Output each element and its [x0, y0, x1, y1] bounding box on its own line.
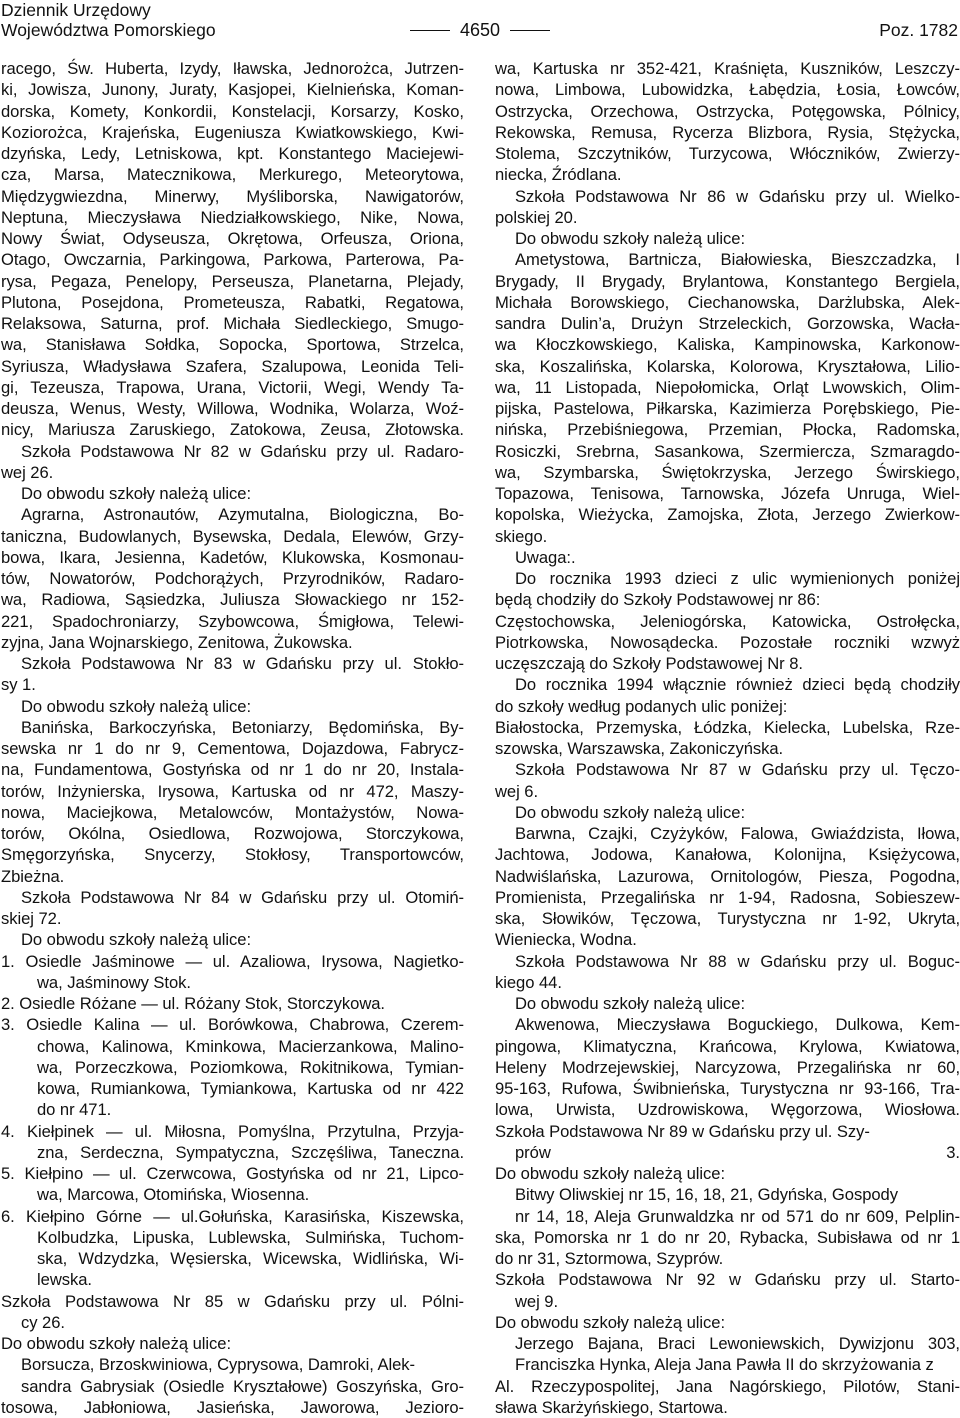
text-line: Szkoła Podstawowa Nr 87 w Gdańsku przy ul. Tęczo- — [515, 760, 960, 780]
text-line: nińska, Przebiśniegowa, Przemian, Płocka, Radomska, — [495, 420, 960, 440]
text-line: Plutona, Posejdona, Prometeusza, Rabatki, Regatowa, — [1, 292, 464, 312]
text-line: Szkoła Podstawowa Nr 86 w Gdańsku przy ul. Wielko- — [515, 186, 960, 206]
text-line: Szkoła Podstawowa Nr 89 w Gdańsku przy ul. Szy- — [495, 1121, 870, 1141]
text-line: skiej 72. — [1, 909, 62, 928]
text-line: kiego 44. — [495, 972, 562, 992]
text-line: będą chodziły do Szkoły Podstawowej nr 86: — [495, 590, 821, 610]
text-line: bowa, Ikara, Jesienna, Kadetów, Klukowska, Kosmonau- — [1, 547, 464, 567]
text-line: racego, Św. Huberta, Izydy, Iławska, Jednorożca, Jutrzen- — [1, 59, 464, 78]
text-line: gi, Tezeusza, Trapowa, Urana, Victorii, Wegi, Wendy Ta- — [1, 377, 464, 397]
text-line: cy 26. — [21, 1312, 65, 1332]
text-line: wa, 11 Listopada, Niepołomicka, Orląt Lwowskich, Olim- — [495, 377, 960, 397]
text-line: deusza, Wenus, Westy, Willowa, Wodnika, Wolarza, Woź- — [1, 399, 464, 418]
text-line: ska, Koszalińska, Kolarska, Kolorowa, Kryształowa, Lilio- — [495, 356, 960, 376]
text-line: Szkoła Podstawowa Nr 84 w Gdańsku przy ul. Otomiń- — [21, 887, 464, 907]
text-line: Neptuna, Mieczysława Niedziałkowskiego, Nike, Nowa, — [1, 207, 464, 227]
text-line: Do obwodu szkoły należą ulice: — [21, 930, 252, 950]
text-line: Rosiczki, Srebrna, Sasankowa, Szermiercza, Szmaragdo- — [495, 441, 960, 461]
text-line: Ametystowa, Bartnicza, Białowieska, Bieszczadzka, I — [515, 250, 960, 270]
text-line: na, Fundamentowa, Gostyńska od nr 1 do nr 20, Instala- — [1, 760, 464, 780]
text-line: Syriusza, Władysława Szafera, Szalupowa, Leonida Teli- — [1, 356, 464, 376]
text-line: Bitwy Oliwskiej nr 15, 16, 18, 21, Gdyńska, Gospody — [515, 1185, 898, 1205]
text-line: dzyńska, Ledy, Letniskowa, kpt. Konstantego Maciejewi- — [1, 144, 464, 163]
text-line: 4. Kiełpinek — ul. Miłosna, Pomyślna, Przytulna, Przyja- — [1, 1121, 464, 1141]
left-column — [1, 58, 464, 1418]
text-line: Franciszka Hynka, Aleja Jana Pawła II do skrzyżowania z — [515, 1355, 934, 1375]
text-line: Kolbudzka, Lipuska, Lublewska, Sulmińska, Tuchom- — [37, 1227, 464, 1247]
text-line: wa, Marcowa, Otomińska, Wiosenna. — [37, 1185, 310, 1205]
text-line: wa, Stanisława Sołdka, Sopocka, Sportowa, Strzelca, — [1, 335, 464, 355]
text-line: nicy, Mariusza Zaruskiego, Zatokowa, Zeusa, Złotowska. — [1, 420, 464, 440]
text-line: Do obwodu szkoły należą ulice: — [21, 484, 252, 503]
text-line: prów 3. — [515, 1142, 960, 1162]
text-line: Michała Borowskiego, Ciechanowska, Darżlubska, Alek- — [495, 292, 960, 312]
text-line: 5. Kiełpino — ul. Czerwcowa, Gostyńska od nr 21, Lipco- — [1, 1164, 464, 1183]
text-line: 95-163, Rufowa, Świbnieńska, Turystyczna nr 93-166, Tra- — [495, 1079, 960, 1098]
text-line: Heleny Modrzejewskiej, Narcyzowa, Przegalińska nr 60, — [495, 1057, 960, 1077]
text-line: kopolska, Wieżycka, Zamojska, Złota, Jerzego Zwierkow- — [495, 505, 960, 525]
text-line: 1. Osiedle Jaśminowe — ul. Azaliowa, Irysowa, Nagietko- — [1, 951, 464, 971]
text-line: wa, Radiowa, Sąsiedzka, Juliusza Słowackiego nr 152- — [1, 590, 464, 610]
text-line: Jerzego Bajana, Braci Lewoniewskich, Dywizjonu 303, — [515, 1334, 960, 1353]
journal-title-line2: Województwa Pomorskiego — [1, 20, 216, 40]
text-line: wa, Jaśminowy Stok. — [37, 972, 191, 992]
text-line: wa, Porzeczkowa, Poziomkowa, Rokitnikowa, Tymian- — [37, 1057, 464, 1077]
right-column — [495, 58, 960, 1418]
text-line: Nadwiślańska, Lazurowa, Ornitologów, Piesza, Pogodna, — [495, 866, 960, 886]
text-line: torów, Okólna, Osiedlowa, Rozwojowa, Storczykowa, — [1, 824, 464, 843]
text-line: lewska. — [37, 1270, 92, 1290]
text-line: Do obwodu szkoły należą ulice: — [1, 1334, 232, 1353]
text-line: sława Skarżyńskiego, Startowa. — [495, 1397, 728, 1417]
text-line: rysa, Pegaza, Penelopy, Perseusza, Planetarna, Plejady, — [1, 271, 464, 291]
page-number-dash-right — [510, 30, 550, 31]
text-line: Uwaga:. — [515, 547, 576, 567]
text-line: Szkoła Podstawowa Nr 85 w Gdańsku przy ul. Pólni- — [1, 1291, 464, 1311]
text-line: Otago, Owczarnia, Parkingowa, Parkowa, Parterowa, Pa- — [1, 250, 464, 270]
text-line: Nowy Świat, Odyseusza, Okrętowa, Orfeusza, Oriona, — [1, 229, 464, 248]
text-line: Do obwodu szkoły należą ulice: — [515, 802, 746, 822]
page-number — [400, 20, 560, 40]
text-line: 2. Osiedle Różane — ul. Różany Stok, Storczykowa. — [1, 994, 385, 1013]
text-line: Szkoła Podstawowa Nr 92 w Gdańsku przy ul. Starto- — [495, 1270, 960, 1290]
text-line: Akwenowa, Mieczysława Boguckiego, Dulkowa, Kem- — [515, 1015, 960, 1035]
journal-title — [1, 0, 216, 40]
text-line: uczęszczają do Szkoły Podstawowej Nr 8. — [495, 654, 803, 673]
text-line: Do obwodu szkoły należą ulice: — [515, 994, 746, 1013]
text-line: Stolema, Szczytników, Turzycowa, Włóczników, Zwierzy- — [495, 144, 960, 163]
text-line: Szkoła Podstawowa Nr 83 w Gdańsku przy ul. Stokło- — [21, 654, 464, 673]
text-line: Koziorożca, Krajeńska, Eugeniusza Kwiatkowskiego, Kwi- — [1, 122, 464, 142]
text-line: Do obwodu szkoły należą ulice: — [495, 1312, 726, 1332]
text-line: nowa, Limbowa, Lubowidzka, Łabędzia, Łosia, Łowców, — [495, 80, 960, 100]
text-line: wej 6. — [495, 781, 539, 801]
text-line: Zbieżna. — [1, 866, 65, 886]
text-line: wa, Szymbarska, Świętokrzyska, Jerzego Świrskiego, — [495, 462, 960, 482]
text-line: Ostrzycka, Orzechowa, Ostrzycka, Potęgowska, Pólnicy, — [495, 101, 960, 121]
text-line: 221, Spadochroniarzy, Szybowcowa, Śmigłowa, Telewi- — [1, 611, 464, 631]
text-line: zna, Serdeczna, Sympatyczna, Szczęśliwa, Taneczna. — [37, 1142, 464, 1162]
text-line: zyjna, Jana Wojnarskiego, Zenitowa, Żukowska. — [1, 632, 353, 652]
text-line: Barwna, Czajki, Czyżyków, Falowa, Gwiaździsta, Iłowa, — [515, 824, 960, 843]
text-line: wej 9. — [515, 1291, 559, 1311]
text-line: wa Kłoczkowskiego, Kaliska, Kampinowska, Karkonow- — [495, 335, 960, 355]
text-line: sy 1. — [1, 675, 36, 695]
text-line: Agrarna, Astronautów, Azymutalna, Biologiczna, Bo- — [21, 505, 464, 525]
text-line: sandra Gabrysiak (Osiedle Kryształowe) Goszyńska, Gro- — [21, 1376, 464, 1396]
text-line: Promienista, Przegalińska nr 1-94, Radosna, Sobieszew- — [495, 887, 960, 907]
text-line: wej 26. — [1, 462, 54, 482]
text-line: Relaksowa, Saturna, prof. Michała Siedleckiego, Smugo- — [1, 314, 464, 333]
text-line: Al. Rzeczypospolitej, Jana Nagórskiego, Pilotów, Stani- — [495, 1376, 960, 1396]
text-line: ska, Pomorska nr 1 do nr 20, Rybacka, Subisława od nr 1 — [495, 1227, 960, 1247]
text-line: wa, Kartuska nr 352-421, Kraśnięta, Kuszników, Leszczy- — [495, 59, 960, 78]
text-line: nowa, Maciejkowa, Metalowców, Montażystów, Nowa- — [1, 802, 464, 822]
text-line: Do obwodu szkoły należą ulice: — [21, 696, 252, 716]
page-number-text: 4650 — [460, 20, 501, 40]
text-line: sandra Dulin’a, Drużyn Strzeleckich, Gorzowska, Wacła- — [495, 314, 960, 333]
journal-title-line1: Dziennik Urzędowy — [1, 0, 151, 20]
text-line: Banińska, Barkoczyńska, Betoniarzy, Będomińska, By- — [21, 717, 464, 737]
text-line: niecka, Źródlana. — [495, 165, 622, 185]
page-number-dash-left — [410, 30, 450, 31]
text-line: szowska, Warszawska, Zakoniczyńska. — [495, 739, 784, 758]
text-line: ska, Wdzydzka, Węsierska, Wicewska, Widlińska, Wi- — [37, 1249, 464, 1268]
text-line: Szkoła Podstawowa Nr 82 w Gdańsku przy ul. Radaro- — [21, 441, 464, 461]
text-line: torów, Inżynierska, Irysowa, Kartuska od nr 472, Maszy- — [1, 781, 464, 801]
text-line: Do obwodu szkoły należą ulice: — [495, 1164, 726, 1183]
text-line: Do obwodu szkoły należą ulice: — [515, 229, 746, 248]
text-line: Do rocznika 1994 włącznie również dzieci będą chodziły — [515, 675, 960, 695]
text-line: sewska nr 1 do nr 9, Cementowa, Dojazdowa, Fabrycz- — [1, 739, 464, 758]
text-line: do szkoły według podanych ulic poniżej: — [495, 696, 788, 716]
text-line: 3. Osiedle Kalina — ul. Borówkowa, Chabrowa, Czerem- — [1, 1015, 464, 1035]
text-line: cza, Marsa, Matecznikowa, Merkurego, Meteorytowa, — [1, 165, 464, 185]
text-line: Do rocznika 1993 dzieci z ulic wymienionych poniżej — [515, 569, 960, 588]
text-line: Piotrkowska, Nowosądecka. Pozostałe roczniki wzwyż — [495, 632, 960, 652]
position-number: Poz. 1782 — [879, 20, 958, 40]
text-line: tosowa, Jabłoniowa, Jasieńska, Jaworowa, Jezioro- — [1, 1397, 464, 1417]
text-line: dorska, Komety, Konkordii, Konstelacji, Korsarzy, Kosko, — [1, 101, 464, 121]
text-line: chowa, Kalinowa, Kminkowa, Macierzankowa, Malino- — [37, 1036, 464, 1056]
text-line: Topazowa, Tenisowa, Tarnowska, Józefa Unruga, Wiel- — [495, 484, 960, 503]
text-line: ki, Jowisza, Junony, Juraty, Kasjopei, Kielnieńska, Koman- — [1, 80, 464, 100]
text-line: Szkoła Podstawowa Nr 88 w Gdańsku przy ul. Boguc- — [515, 951, 960, 971]
text-line: Wieniecka, Wodna. — [495, 930, 637, 950]
text-line: Borsucza, Brzoskwiniowa, Cyprysowa, Damroki, Alek- — [21, 1355, 416, 1375]
text-line: nr 14, 18, Aleja Grunwaldzka nr od 571 do nr 609, Pelplin- — [515, 1206, 960, 1226]
text-line: Rekowska, Remusa, Rycerza Blizbora, Rysia, Stężycka, — [495, 122, 960, 142]
text-line: taniczna, Budowlanych, Bysewska, Dedala, Elewów, Grzy- — [1, 526, 464, 546]
text-line: ska, Słowików, Tęczowa, Turystyczna nr 1-92, Ukryta, — [495, 909, 960, 928]
text-line: Brygady, II Brygady, Brylantowa, Konstantego Bergiela, — [495, 271, 960, 291]
text-line: Międzygwiezdna, Minerwy, Myśliborska, Nawigatorów, — [1, 186, 464, 206]
page-header — [0, 0, 960, 44]
text-line: 6. Kiełpino Górne — ul.Gołuńska, Karasińska, Kiszewska, — [1, 1206, 464, 1226]
text-line: Częstochowska, Jeleniogórska, Katowicka, Ostrołęcka, — [495, 611, 960, 631]
text-line: kowa, Rumiankowa, Tymiankowa, Kartuska od nr 422 — [37, 1079, 464, 1098]
text-line: skiego. — [495, 526, 548, 546]
text-line: Jachtowa, Jodowa, Kanałowa, Kolonijna, Księżycowa, — [495, 845, 960, 865]
text-line: do nr 31, Sztormowa, Szyprów. — [495, 1249, 724, 1268]
text-line: lowa, Urwista, Uzdrowiskowa, Węgorzowa, Wiosłowa. — [495, 1100, 960, 1120]
text-line: pijska, Pastelowa, Piłkarska, Kazimierza Porębskiego, Pie- — [495, 399, 960, 418]
text-line: do nr 471. — [37, 1100, 112, 1120]
text-line: tów, Nowatorów, Podchorążych, Przyrodników, Radaro- — [1, 569, 464, 588]
text-line: polskiej 20. — [495, 207, 578, 227]
text-line: Smęgorzyńska, Snycerzy, Stokłosy, Transportowców, — [1, 845, 464, 865]
text-line: Białostocka, Przemyska, Łódzka, Kielecka, Lubelska, Rze- — [495, 717, 960, 737]
text-line: pingowa, Klimatyczna, Krańcowa, Krylowa, Kwiatowa, — [495, 1036, 960, 1056]
